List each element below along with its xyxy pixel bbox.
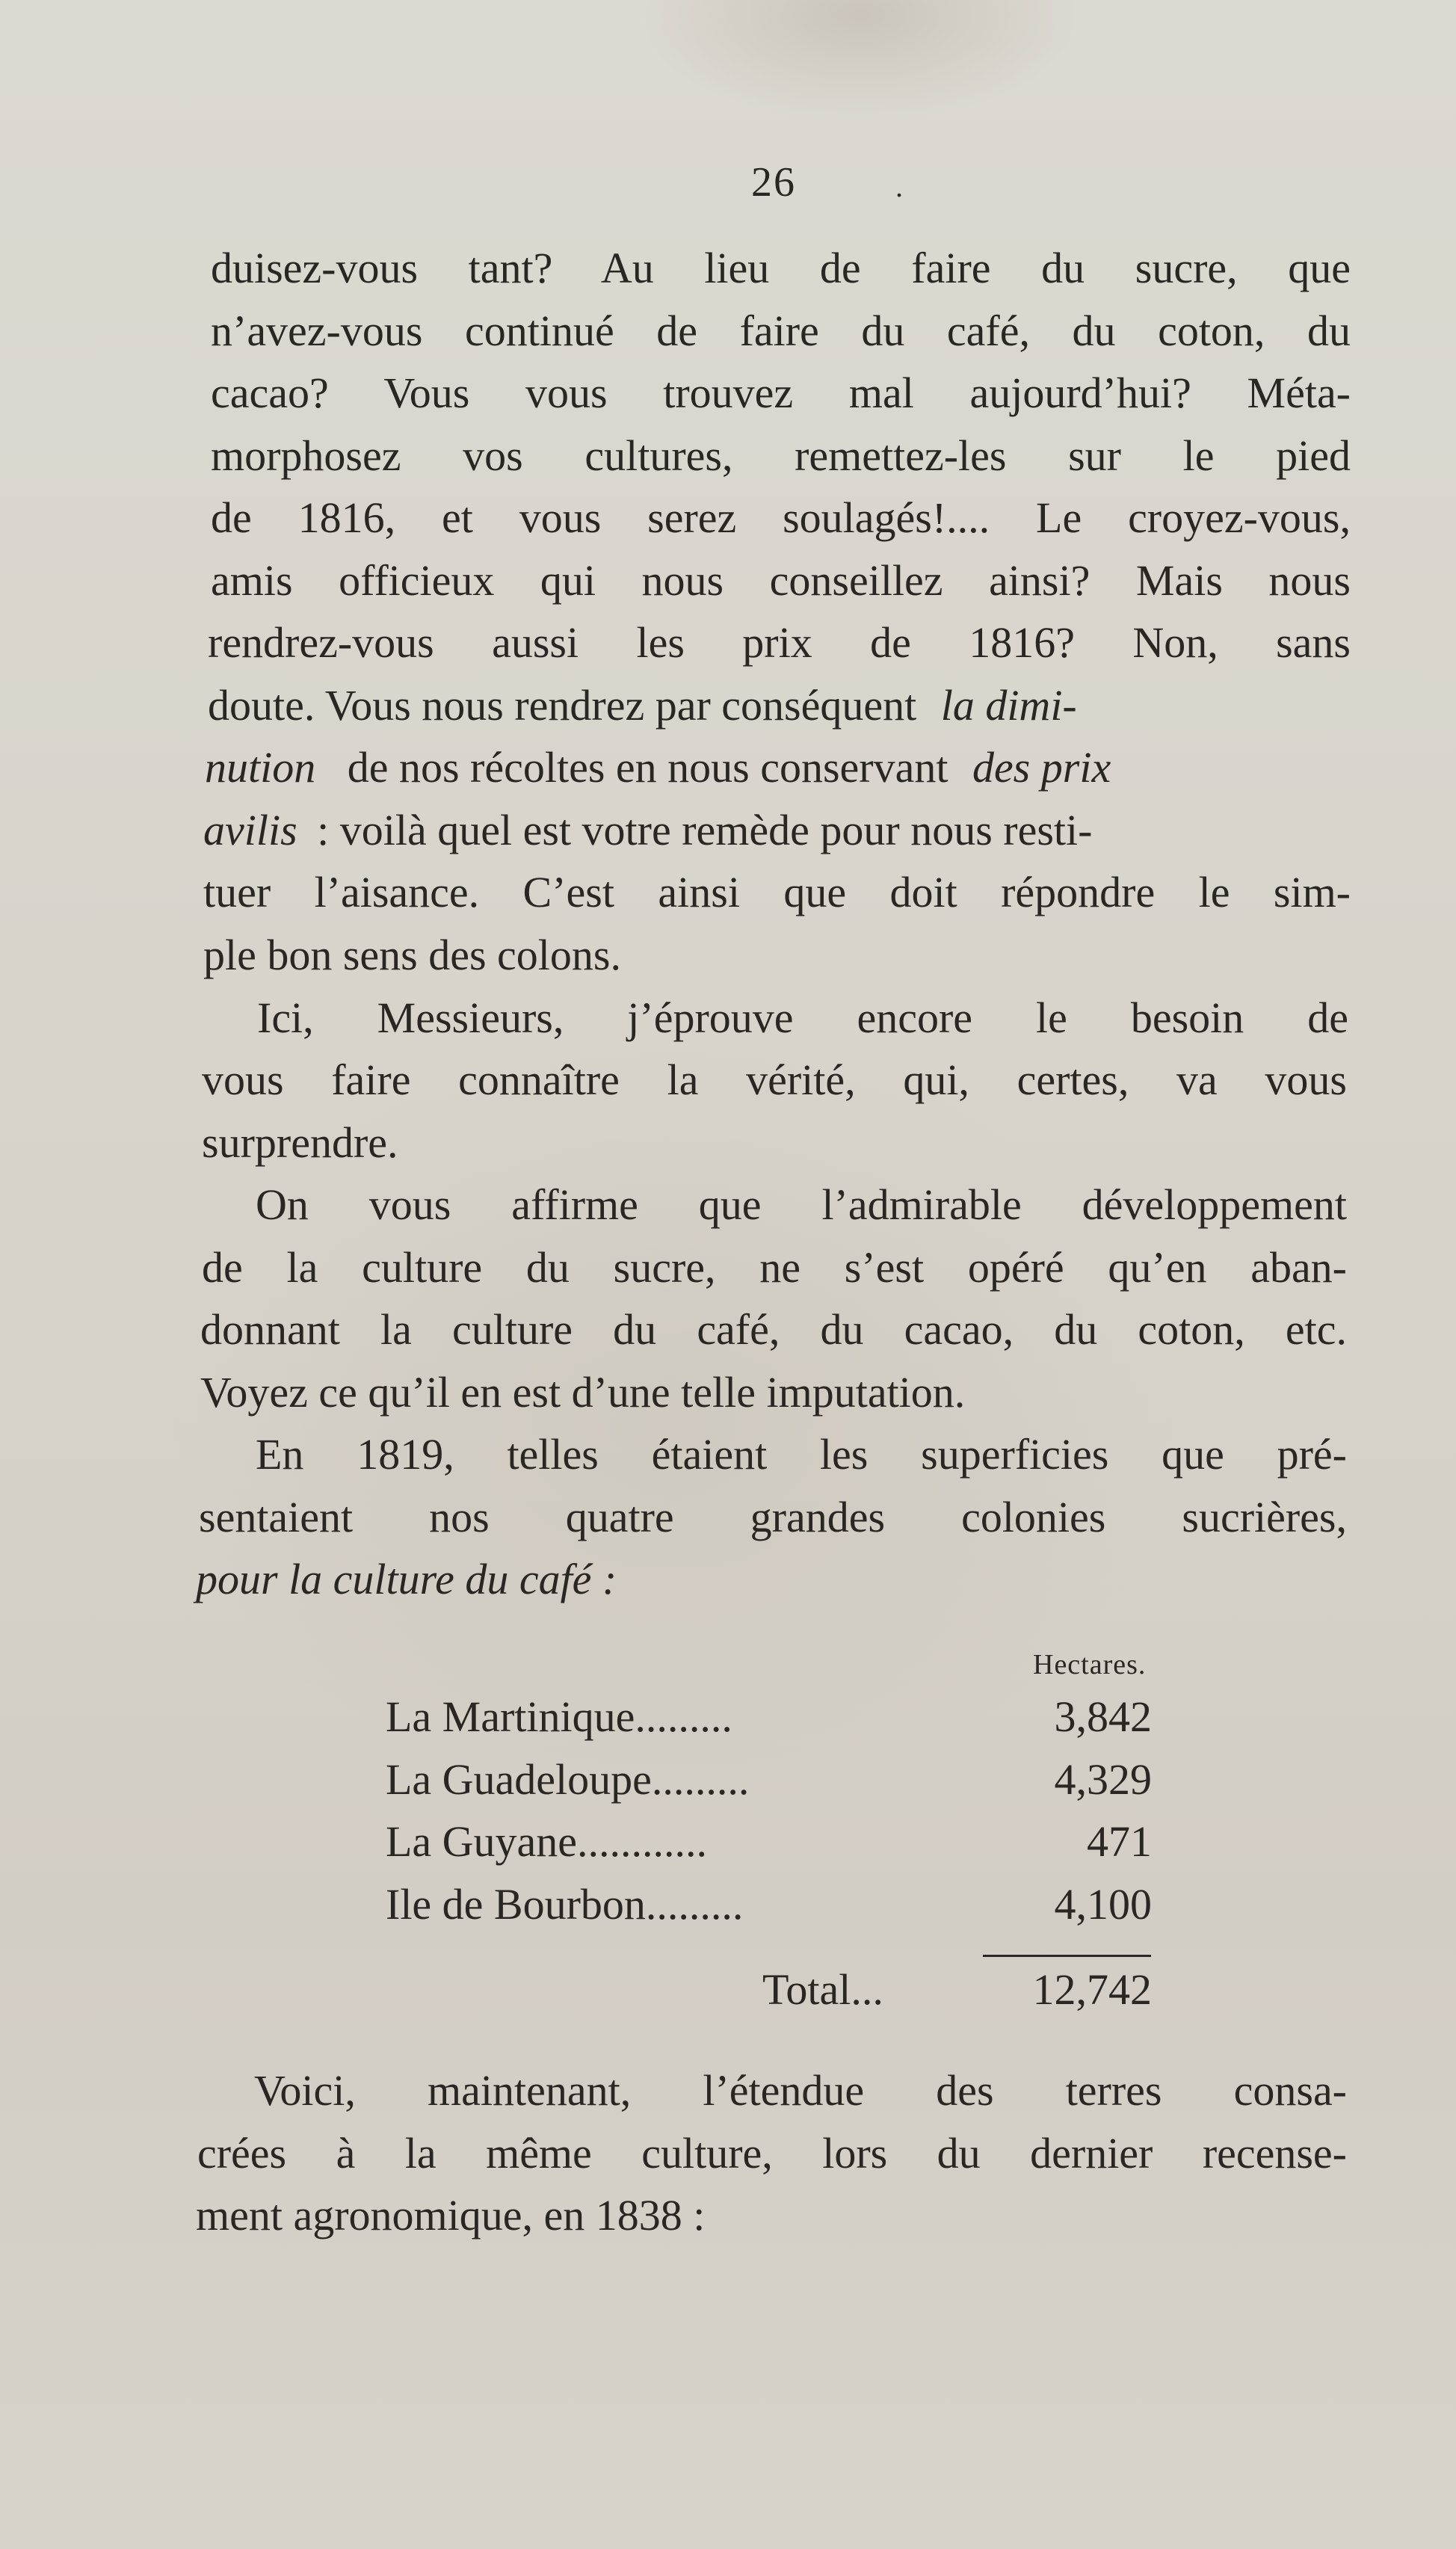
total-value: 12,742 xyxy=(1032,1965,1152,2014)
text-line: n’avez-vous continué de faire du café, du coton, du xyxy=(211,306,1351,355)
text-line: ment agronomique, en 1838 : xyxy=(196,2191,706,2240)
text-line: sentaient nos quatre grandes colonies sucrières, xyxy=(199,1493,1347,1541)
row-value: 471 xyxy=(1087,1817,1152,1866)
italic-segment: la dimi- xyxy=(940,681,1077,730)
row-label: Ile de Bourbon......... xyxy=(386,1880,744,1929)
text-line: de 1816, et vous serez soulagés!.... Le croyez-vous, xyxy=(211,493,1351,542)
italic-segment: avilis xyxy=(203,806,297,854)
text-line: duisez-vous tant? Au lieu de faire du sucre, que xyxy=(211,244,1351,292)
row-value: 4,100 xyxy=(1054,1880,1152,1929)
text-line: morphosez vos cultures, remettez-les sur le pied xyxy=(211,431,1351,480)
text-line xyxy=(203,806,1093,854)
text-line: ple bon sens des colons. xyxy=(203,931,621,979)
text-line: rendrez-vous aussi les prix de 1816? Non, sans xyxy=(208,618,1351,667)
text-line: Ici, Messieurs, j’éprouve encore le besoin de xyxy=(257,993,1348,1042)
text-line: vous faire connaître la vérité, qui, certes, va vous xyxy=(202,1055,1347,1104)
text-segment: doute. Vous nous rendrez par conséquent xyxy=(208,681,917,730)
italic-segment: nution xyxy=(205,743,316,792)
text-line xyxy=(208,681,1077,730)
total-label: Total... xyxy=(762,1965,883,2014)
total-divider xyxy=(983,1955,1151,1957)
text-line: tuer l’aisance. C’est ainsi que doit répondre le sim- xyxy=(203,868,1351,916)
row-label: La Guyane............ xyxy=(386,1817,708,1866)
text-line: Voici, maintenant, l’étendue des terres consa- xyxy=(254,2066,1347,2115)
page-number: 26 xyxy=(751,159,796,206)
text-line: On vous affirme que l’admirable développement xyxy=(256,1180,1347,1229)
text-line: crées à la même culture, lors du dernier recense- xyxy=(197,2129,1347,2177)
text-line: cacao? Vous vous trouvez mal aujourd’hui? Méta- xyxy=(211,369,1351,417)
text-line: de la culture du sucre, ne s’est opéré qu’en aban- xyxy=(202,1243,1347,1292)
text-line: En 1819, telles étaient les superficies que pré- xyxy=(256,1430,1347,1479)
row-label: La Martinique......... xyxy=(386,1692,732,1741)
row-label: La Guadeloupe......... xyxy=(386,1755,750,1804)
text-segment: de nos récoltes en nous conservant xyxy=(347,743,948,792)
text-line xyxy=(205,743,1111,792)
text-line: donnant la culture du café, du cacao, du coton, etc. xyxy=(200,1305,1347,1354)
text-line: Voyez ce qu’il en est d’une telle imputation. xyxy=(200,1368,966,1417)
italic-segment: des prix xyxy=(972,743,1111,792)
text-line: amis officieux qui nous conseillez ainsi? Mais nous xyxy=(211,556,1351,605)
text-segment: : voilà quel est votre remède pour nous resti- xyxy=(317,806,1093,854)
text-line: surprendre. xyxy=(202,1118,398,1167)
table-unit-header: Hectares. xyxy=(1033,1649,1147,1680)
row-value: 3,842 xyxy=(1054,1692,1152,1741)
row-value: 4,329 xyxy=(1054,1755,1152,1804)
text-line: pour la culture du café : xyxy=(196,1555,617,1603)
page-mark: . xyxy=(895,170,903,203)
